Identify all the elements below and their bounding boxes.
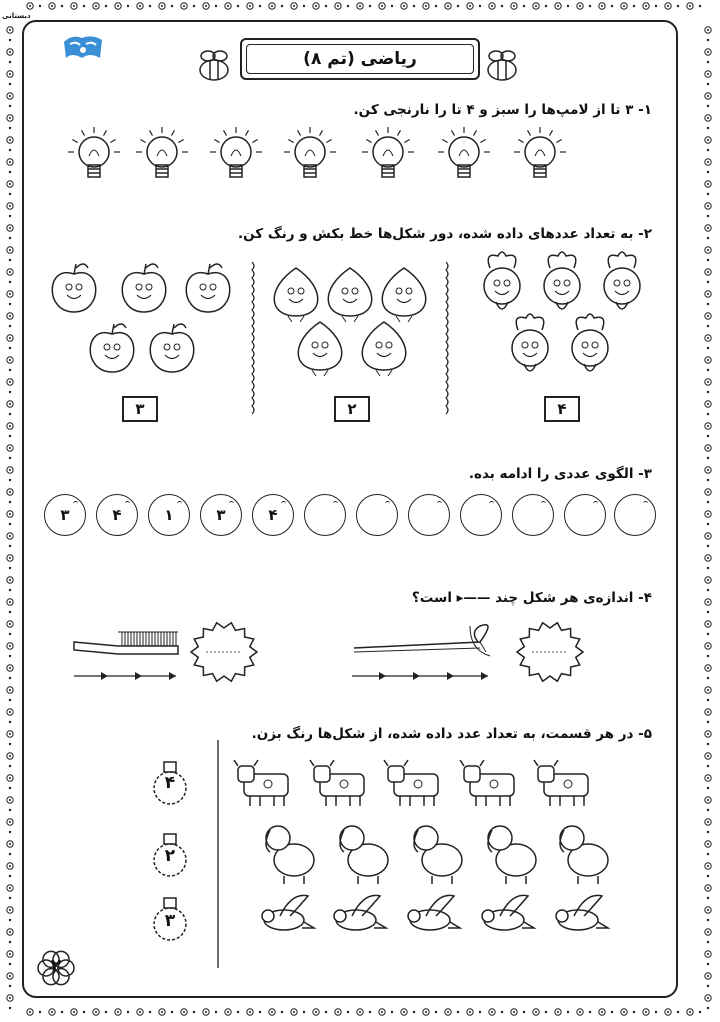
apple-icon xyxy=(122,264,166,312)
onion-icon xyxy=(362,322,406,376)
bee-icon xyxy=(488,51,516,80)
pattern-circle xyxy=(512,494,554,536)
radish-icon xyxy=(604,252,640,309)
dog-icon xyxy=(488,826,536,884)
pattern-circle: ۱ xyxy=(148,494,190,536)
pattern-circle: ۳ xyxy=(44,494,86,536)
pattern-circle: ۴ xyxy=(252,494,294,536)
page-number: ۲ xyxy=(50,956,62,976)
walking-cane-icon xyxy=(354,625,490,656)
pattern-circle: ۳ xyxy=(200,494,242,536)
lightbulb-icon xyxy=(284,127,336,177)
bulb-number-row-2: ۲ xyxy=(164,846,176,866)
bird-icon xyxy=(482,895,534,930)
onion-group-count-box: ۲ xyxy=(334,396,370,422)
page-title-text: ریاضی (تم ۸) xyxy=(303,49,417,69)
publisher-side-tag: دبستانی xyxy=(2,12,31,20)
pattern-circle: ۴ xyxy=(96,494,138,536)
cow-icon xyxy=(534,760,588,806)
onion-icon xyxy=(298,322,342,376)
length-unit-arrows xyxy=(74,672,176,680)
wavy-divider xyxy=(252,262,254,414)
cow-icon xyxy=(460,760,514,806)
radish-icon xyxy=(512,314,548,371)
apple-icon xyxy=(52,264,96,312)
pattern-circle xyxy=(564,494,606,536)
pattern-circle xyxy=(304,494,346,536)
bird-icon xyxy=(408,895,460,930)
lightbulb-icon xyxy=(68,127,120,177)
wavy-divider xyxy=(446,262,448,414)
lightbulb-icon xyxy=(136,127,188,177)
cow-icon xyxy=(310,760,364,806)
radish-icon xyxy=(484,252,520,309)
question-1: ۱- ۳ تا از لامپ‌ها را سبز و ۴ تا را نارنجی کن. xyxy=(353,102,652,118)
bulb-number-row-3: ۳ xyxy=(164,911,176,931)
question-2: ۲- به تعداد عددهای داده شده، دور شکل‌ها خط بکش و رنگ کن. xyxy=(238,226,652,242)
bird-icon xyxy=(262,895,314,930)
radish-icon xyxy=(544,252,580,309)
length-unit-arrows xyxy=(352,672,488,680)
pattern-circle xyxy=(614,494,656,536)
pattern-circle xyxy=(356,494,398,536)
pattern-circle xyxy=(460,494,502,536)
bird-icon xyxy=(334,895,386,930)
radish-icon xyxy=(572,314,608,371)
lightbulb-icon xyxy=(438,127,490,177)
apple-icon xyxy=(150,324,194,372)
question-4: ۴- اندازه‌ی هر شکل چند ——▸ است؟ xyxy=(411,590,652,606)
lightbulb-icon xyxy=(514,127,566,177)
bulb-number-row-1: ۴ xyxy=(164,773,176,793)
question-3: ۳- الگوی عددی را ادامه بده. xyxy=(468,466,652,482)
question-5: ۵- در هر قسمت، به تعداد عدد داده شده، از شکل‌ها رنگ بزن. xyxy=(251,726,652,742)
bee-icon xyxy=(200,51,228,80)
cow-icon xyxy=(384,760,438,806)
onion-icon xyxy=(328,268,372,322)
dog-icon xyxy=(414,826,462,884)
bird-icon xyxy=(556,895,608,930)
cow-icon xyxy=(234,760,288,806)
onion-icon xyxy=(382,268,426,322)
pattern-circle xyxy=(408,494,450,536)
lightbulb-icon xyxy=(210,127,262,177)
lightbulb-icon xyxy=(362,127,414,177)
apple-group-count-box: ۳ xyxy=(122,396,158,422)
onion-icon xyxy=(274,268,318,322)
comb-icon xyxy=(74,632,178,654)
dog-icon xyxy=(340,826,388,884)
radish-group-count-box: ۴ xyxy=(544,396,580,422)
apple-icon xyxy=(186,264,230,312)
dog-icon xyxy=(560,826,608,884)
dog-icon xyxy=(266,826,314,884)
apple-icon xyxy=(90,324,134,372)
